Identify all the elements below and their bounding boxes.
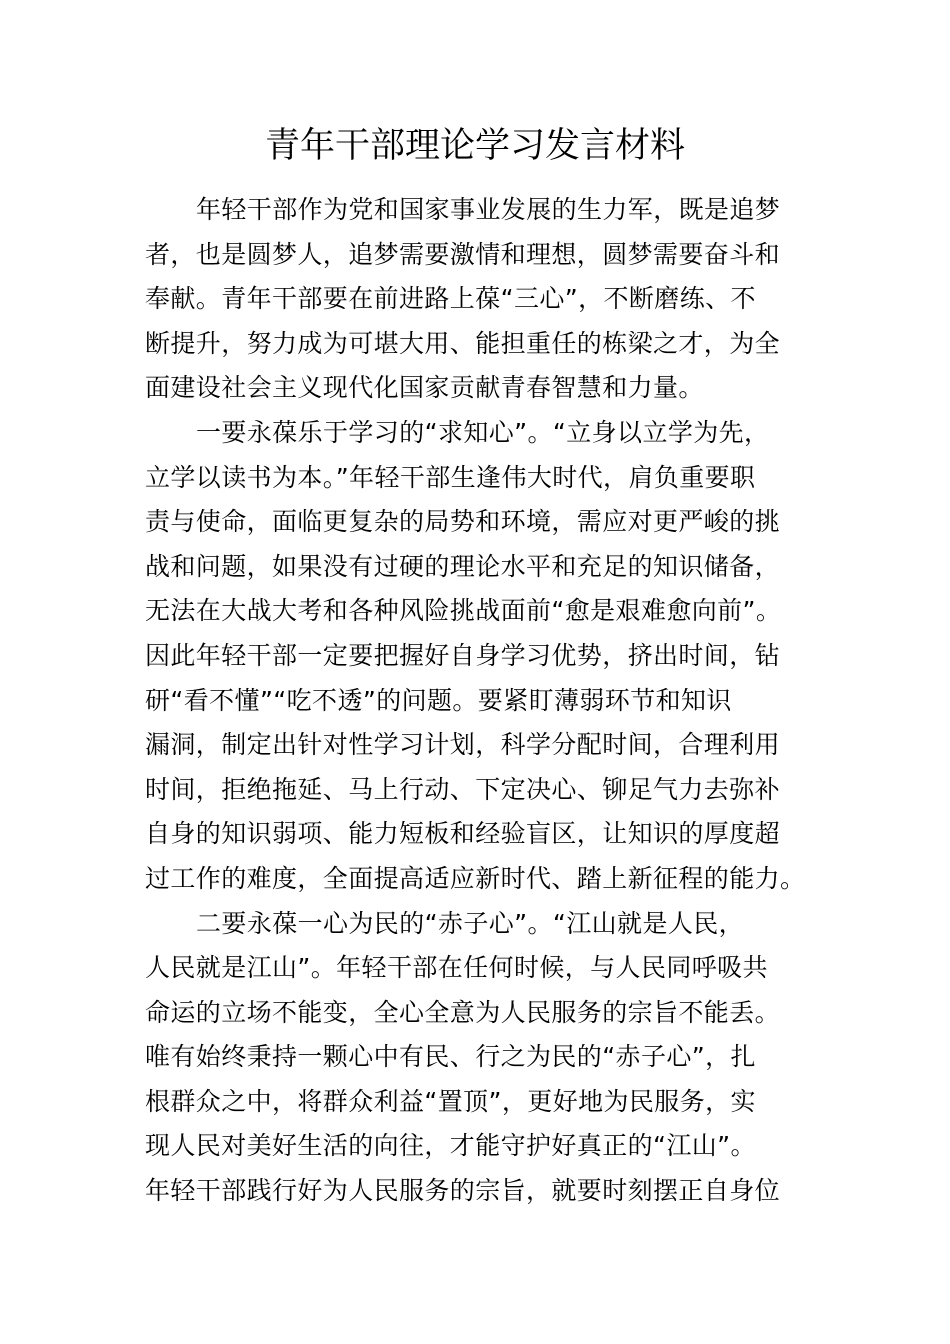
paragraph-2-line-3: 责与使命，面临更复杂的局势和环境，需应对更严峻的挑 [145, 507, 781, 537]
paragraph-2-line-11: 过工作的难度，全面提高适应新时代、踏上新征程的能力。 [145, 863, 806, 893]
paragraph-3-line-2: 人民就是江山”。年轻干部在任何时候，与人民同呼吸共 [145, 953, 768, 983]
paragraph-2-line-2: 立学以读书为本。”年轻干部生逢伟大时代，肩负重要职 [145, 462, 756, 492]
paragraph-1-line-1: 年轻干部作为党和国家事业发展的生力军，既是追梦 [196, 195, 781, 224]
paragraph-1-line-5: 面建设社会主义现代化国家贡献青春智慧和力量。 [145, 373, 704, 403]
paragraph-3-line-7: 年轻干部践行好为人民服务的宗旨，就要时刻摆正自身位 [145, 1176, 781, 1206]
paragraph-3-line-1: 二要永葆一心为民的“赤子心”。“江山就是人民， [196, 908, 745, 938]
paragraph-2-line-5: 无法在大战大考和各种风险挑战面前“愈是艰难愈向前”。 [145, 596, 782, 626]
paragraph-2-line-7: 研“看不懂”“吃不透”的问题。要紧盯薄弱环节和知识 [145, 685, 732, 715]
document-title: 青年干部理论学习发言材料 [264, 126, 685, 166]
paragraph-3-line-3: 命运的立场不能变，全心全意为人民服务的宗旨不能丢。 [145, 997, 781, 1027]
paragraph-3-line-4: 唯有始终秉持一颗心中有民、行之为民的“赤子心”，扎 [145, 1042, 756, 1072]
paragraph-2-line-9: 时间，拒绝拖延、马上行动、下定决心、铆足气力去弥补 [145, 774, 781, 804]
paragraph-1-line-2: 者，也是圆梦人，追梦需要激情和理想，圆梦需要奋斗和 [145, 239, 781, 269]
paragraph-2-line-6: 因此年轻干部一定要把握好自身学习优势，挤出时间，钻 [145, 640, 781, 670]
paragraph-2-line-1: 一要永葆乐于学习的“求知心”。“立身以立学为先， [196, 417, 770, 447]
paragraph-3-line-6: 现人民对美好生活的向往，才能守护好真正的“江山”。 [145, 1131, 756, 1161]
paragraph-2-line-8: 漏洞，制定出针对性学习计划，科学分配时间，合理利用 [145, 730, 781, 760]
paragraph-1-line-3: 奉献。青年干部要在前进路上葆“三心”，不断磨练、不 [145, 284, 756, 314]
document-body [145, 188, 810, 1214]
paragraph-2-line-4: 战和问题，如果没有过硬的理论水平和充足的知识储备， [145, 551, 781, 581]
paragraph-3-line-5: 根群众之中，将群众利益“置顶”，更好地为民服务，实 [145, 1086, 756, 1116]
paragraph-1-line-4: 断提升，努力成为可堪大用、能担重任的栋梁之才，为全 [145, 328, 781, 358]
paragraph-2-line-10: 自身的知识弱项、能力短板和经验盲区，让知识的厚度超 [145, 819, 781, 849]
